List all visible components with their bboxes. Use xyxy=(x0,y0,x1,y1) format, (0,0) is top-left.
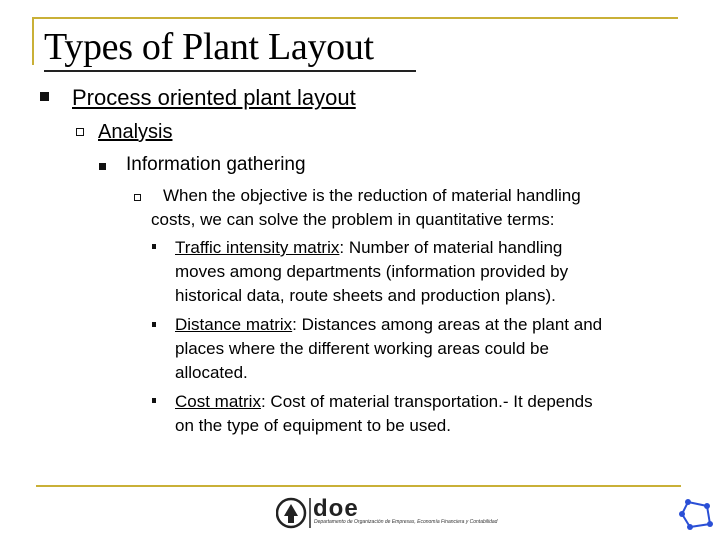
item3-text-1: : Cost of material transportation.- It depends xyxy=(260,392,593,411)
item2-line-1 xyxy=(175,315,602,335)
level1-label: Process oriented plant layout xyxy=(72,85,356,110)
logo-subtitle: Departamento de Organización de Empresas, Economía Financiera y Contabilidad xyxy=(314,519,498,525)
title-underline xyxy=(44,70,416,72)
item1-line-3: historical data, route sheets and production plans). xyxy=(175,286,556,305)
level2-text xyxy=(98,121,172,144)
frame-left-line xyxy=(32,17,34,65)
item2-bullet xyxy=(152,322,156,327)
level1-text xyxy=(72,85,356,111)
level4-line-1: When the objective is the reduction of material handling xyxy=(163,186,581,205)
item3-line-2: on the type of equipment to be used. xyxy=(175,416,451,435)
slide-title: Types of Plant Layout xyxy=(44,26,374,68)
item2-line-2: places where the different working areas could be xyxy=(175,339,549,358)
level4-bullet xyxy=(134,194,141,201)
item3-term: Cost matrix xyxy=(175,392,261,411)
item3-line-1 xyxy=(175,392,593,412)
frame-top-line xyxy=(32,17,678,19)
level2-label: Analysis xyxy=(98,121,173,143)
level2-bullet xyxy=(76,128,84,136)
item1-text-1: : Number of material handling xyxy=(339,238,563,257)
item3-bullet xyxy=(152,398,156,403)
item2-term: Distance matrix xyxy=(175,315,293,334)
level3-bullet xyxy=(99,163,106,170)
item1-line-2: moves among departments (information provided by xyxy=(175,262,569,281)
item1-line-1 xyxy=(175,238,562,258)
item2-text-1: : Distances among areas at the plant and xyxy=(292,315,603,334)
logo-text: doe xyxy=(313,495,359,522)
level3-text: Information gathering xyxy=(126,154,306,175)
item1-bullet xyxy=(152,244,156,249)
level1-bullet xyxy=(40,92,49,101)
item1-term: Traffic intensity matrix xyxy=(175,238,340,257)
bottom-rule xyxy=(36,485,681,487)
level4-line-2: costs, we can solve the problem in quantitative terms: xyxy=(151,210,555,229)
item2-line-3: allocated. xyxy=(175,363,248,382)
decorative-ring-icon xyxy=(676,494,716,534)
